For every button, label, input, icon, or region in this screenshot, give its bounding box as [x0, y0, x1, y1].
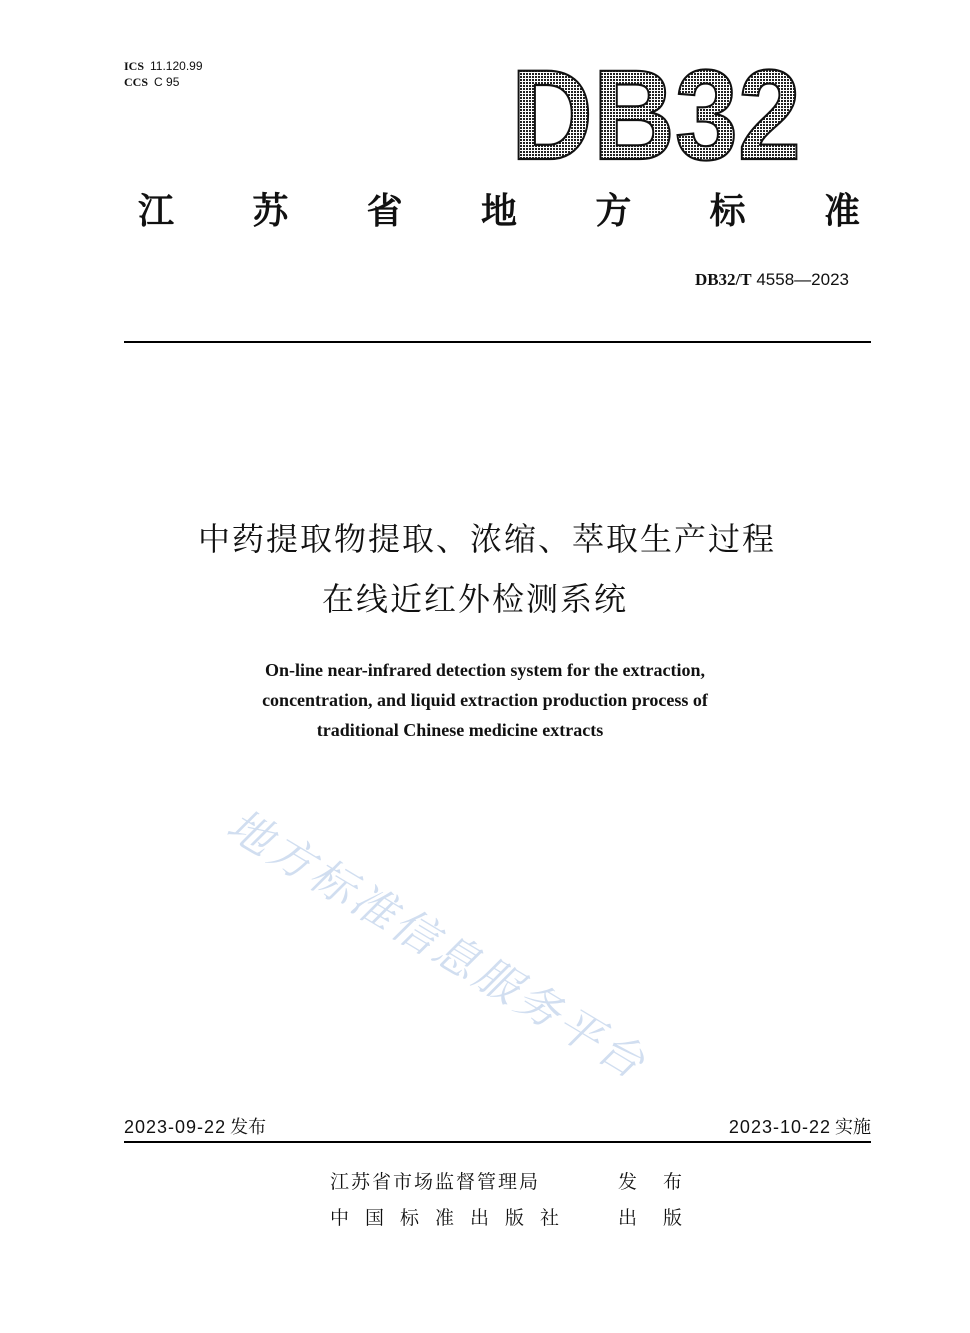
implementation-date [729, 1114, 871, 1141]
chinese-title-line-1: 中药提取物提取、浓缩、萃取生产过程 [197, 520, 776, 558]
publisher-authority-action: 发布 [618, 1171, 709, 1193]
org-char: 江 [138, 191, 175, 232]
ics-value: 11.120.99 [150, 59, 203, 73]
implementation-date-word: 实施 [835, 1117, 871, 1138]
issuing-organization [138, 188, 860, 236]
issue-date-word: 发布 [230, 1117, 267, 1138]
english-title-line-1: On-line near-infrared detection system for the extraction, [264, 660, 706, 680]
db32-logo [508, 44, 804, 187]
ccs-value: C 95 [154, 75, 180, 89]
org-char: 方 [595, 191, 632, 232]
ccs-label: CCS [124, 75, 149, 89]
footer-divider [124, 1141, 871, 1143]
ics-code [124, 58, 203, 74]
publisher-authority: 江苏省市场监督管理局 [330, 1171, 541, 1193]
english-title-line-2: concentration, and liquid extraction production process of [262, 690, 708, 710]
classification-codes [124, 58, 203, 90]
org-char: 准 [823, 191, 860, 232]
publisher-press: 中国标准出版社 [330, 1207, 576, 1229]
chinese-title-line-2: 在线近红外检测系统 [321, 580, 628, 618]
org-char: 省 [366, 191, 403, 232]
org-char: 苏 [252, 191, 289, 232]
publisher-press-action: 出版 [618, 1207, 709, 1229]
implementation-date-value: 2023-10-22 [728, 1117, 831, 1137]
issue-date-value: 2023-09-22 [124, 1117, 227, 1137]
issue-date [124, 1114, 266, 1141]
logo-text: DB32 [511, 44, 801, 187]
document-number [695, 268, 849, 292]
document-number-rest: 4558—2023 [751, 270, 849, 289]
document-number-prefix: DB32/T [694, 270, 752, 289]
org-char: 标 [709, 191, 746, 232]
header-divider [124, 341, 871, 343]
org-char: 地 [480, 191, 517, 232]
ccs-code [124, 74, 203, 90]
watermark: 地方标准信息服务平台 [218, 799, 656, 1091]
ics-label: ICS [124, 59, 145, 73]
english-title-line-3: traditional Chinese medicine extracts [316, 720, 604, 740]
